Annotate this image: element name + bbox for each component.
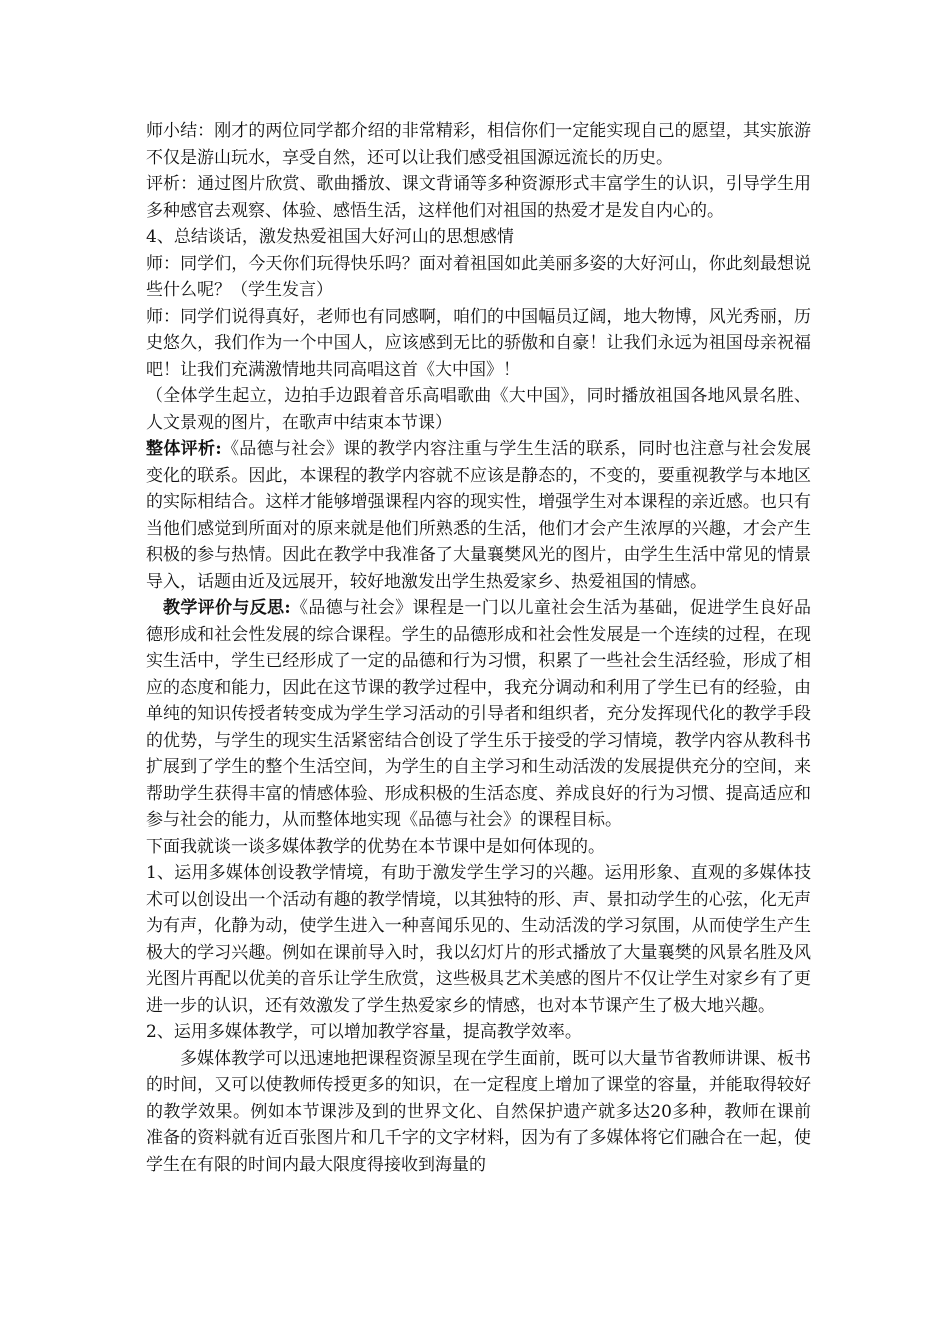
document-page [146, 118, 811, 1178]
point-1-paragraph: 1、运用多媒体创设教学情境，有助于激发学生学习的兴趣。运用形象、直观的多媒体技术可以创设出一个活动有趣的教学情境，以其独特的形、声、景扣动学生的心弦，化无声为有声，化静为动，使学生进入一种喜闻乐见的、生动活泼的学习氛围，从而使学生产生极大的学习兴趣。例如在课前导入时，我以幻灯片的形式播放了大量襄樊的风景名胜及风光图片再配以优美的音乐让学生欣赏，这些极具艺术美感的图片不仅让学生对家乡有了更进一步的认识，还有效激发了学生热爱家乡的情感，也对本节课产生了极大地兴趣。 [146, 863, 811, 1016]
activity-note-paragraph: （全体学生起立，边拍手边跟着音乐高唱歌曲《大中国》，同时播放祖国各地风景名胜、人文景观的图片，在歌声中结束本节课） [146, 386, 811, 433]
reflection-paragraph: 教学评价与反思:《品德与社会》课程是一门以儿童社会生活为基础，促进学生良好品德形成和社会性发展的综合课程。学生的品德形成和社会性发展是一个连续的过程，在现实生活中，学生已经形成了一定的品德和行为习惯，积累了一些社会生活经验，形成了相应的态度和能力，因此在这节课的教学过程中，我充分调动和利用了学生已有的经验，由单纯的知识传授者转变成为学生学习活动的引导者和组织者，充分发挥现代化的教学手段的优势，与学生的现实生活紧密结合创设了学生乐于接受的学习情境，教学内容从教科书扩展到了学生的整个生活空间，为学生的自主学习和生动活泼的发展提供充分的空间，来帮助学生获得丰富的情感体验、形成积极的生活态度、养成良好的行为习惯、提高适应和参与社会的能力，从而整体地实现《品德与社会》的课程目标。 [146, 598, 811, 830]
multimedia-intro-paragraph: 下面我就谈一谈多媒体教学的优势在本节课中是如何体现的。 [146, 836, 605, 857]
review-paragraph: 评析：通过图片欣赏、歌曲播放、课文背诵等多种资源形式丰富学生的认识，引导学生用多种感官去观察、体验、感悟生活，这样他们对祖国的热爱才是发自内心的。 [146, 174, 811, 221]
section-heading-4: 4、总结谈话，激发热爱祖国大好河山的思想感情 [146, 227, 514, 247]
teacher-closing-paragraph: 师：同学们说得真好，老师也有同感啊，咱们的中国幅员辽阔，地大物博，风光秀丽，历史悠久，我们作为一个中国人，应该感到无比的骄傲和自豪！让我们永远为祖国母亲祝福吧！让我们充满激情地共同高唱这首《大中国》！ [146, 306, 811, 380]
overall-review-paragraph: 整体评析:《品德与社会》课的教学内容注重与学生生活的联系，同时也注意与社会发展变化的联系。因此，本课程的教学内容就不应该是静态的，不变的，要重视教学与本地区的实际相结合。这样才能够增强课程内容的现实性，增强学生对本课程的亲近感。也只有当他们感觉到所面对的原来就是他们所熟悉的生活，他们才会产生浓厚的兴趣，才会产生积极的参与热情。因此在教学中我准备了大量襄樊风光的图片，由学生生活中常见的情景导入，话题由近及远展开，较好地激发出学生热爱家乡、热爱祖国的情感。 [146, 439, 812, 592]
reflection-label: 教学评价与反思: [163, 598, 291, 618]
point-2-heading: 2、运用多媒体教学，可以增加教学容量，提高教学效率。 [146, 1022, 582, 1042]
teacher-question-paragraph: 师：同学们，今天你们玩得快乐吗？面对着祖国如此美丽多姿的大好河山，你此刻最想说些什么呢？（学生发言） [146, 253, 811, 300]
point-2-paragraph: 多媒体教学可以迅速地把课程资源呈现在学生面前，既可以大量节省教师讲课、板书的时间，又可以使教师传授更多的知识，在一定程度上增加了课堂的容量，并能取得较好的教学效果。例如本节课涉及到的世界文化、自然保护遗产就多达20多种，教师在课前准备的资料就有近百张图片和几千字的文字材料，因为有了多媒体将它们融合在一起，使学生在有限的时间内最大限度得接收到海量的 [146, 1048, 811, 1175]
overall-review-label: 整体评析: [146, 439, 222, 459]
summary-paragraph: 师小结：刚才的两位同学都介绍的非常精彩，相信你们一定能实现自己的愿望，其实旅游不仅是游山玩水，享受自然，还可以让我们感受祖国源远流长的历史。 [146, 121, 811, 168]
